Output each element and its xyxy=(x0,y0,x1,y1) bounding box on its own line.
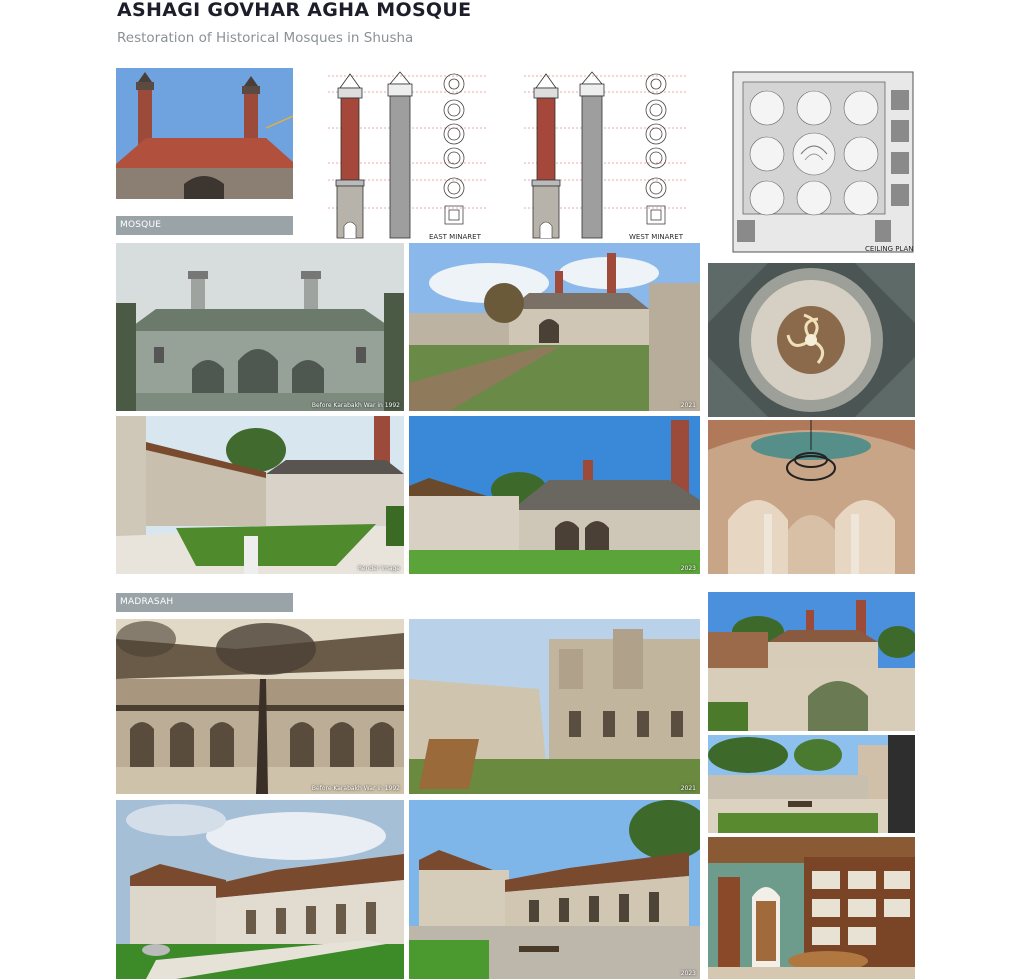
mosque-roof-photo xyxy=(116,68,293,199)
west-minaret-label: WEST MINARET xyxy=(629,233,683,241)
ceiling-plan-label: CEILING PLAN xyxy=(865,245,914,253)
madrasah-courtyard-photo xyxy=(708,592,915,731)
east-minaret-label: EAST MINARET xyxy=(429,233,481,241)
photo-caption: 2023 xyxy=(680,970,696,977)
section-label-mosque: MOSQUE xyxy=(116,216,293,235)
madrasah-ruins-photo xyxy=(708,735,915,833)
mosque-interior-photo xyxy=(708,420,915,574)
east-minaret-drawing xyxy=(328,68,486,240)
madrasah-old-photo xyxy=(116,619,404,794)
mosque-render-photo xyxy=(116,416,404,574)
photo-caption: Before Karabakh War in 1992 xyxy=(311,785,400,792)
west-minaret-drawing xyxy=(524,68,686,240)
mosque-2021-photo xyxy=(409,243,700,411)
madrasah-2023-photo xyxy=(409,800,700,979)
page-title: ASHAGI GOVHAR AGHA MOSQUE xyxy=(117,0,472,21)
madrasah-2021-photo xyxy=(409,619,700,794)
page-subtitle: Restoration of Historical Mosques in Shusha xyxy=(117,30,414,46)
ceiling-plan-drawing xyxy=(731,68,915,254)
mosque-before-war-photo xyxy=(116,243,404,411)
photo-caption: 2023 xyxy=(680,565,696,572)
madrasah-render-photo xyxy=(116,800,404,979)
section-label-madrasah: MADRASAH xyxy=(116,593,293,612)
madrasah-library-photo xyxy=(708,837,915,979)
photo-caption: 2021 xyxy=(680,785,696,792)
photo-caption: 2021 xyxy=(680,402,696,409)
mosque-2023-photo xyxy=(409,416,700,574)
photo-caption: Render Image xyxy=(357,565,400,572)
photo-caption: Before Karabakh War in 1992 xyxy=(311,402,400,409)
dome-interior-photo xyxy=(708,263,915,417)
